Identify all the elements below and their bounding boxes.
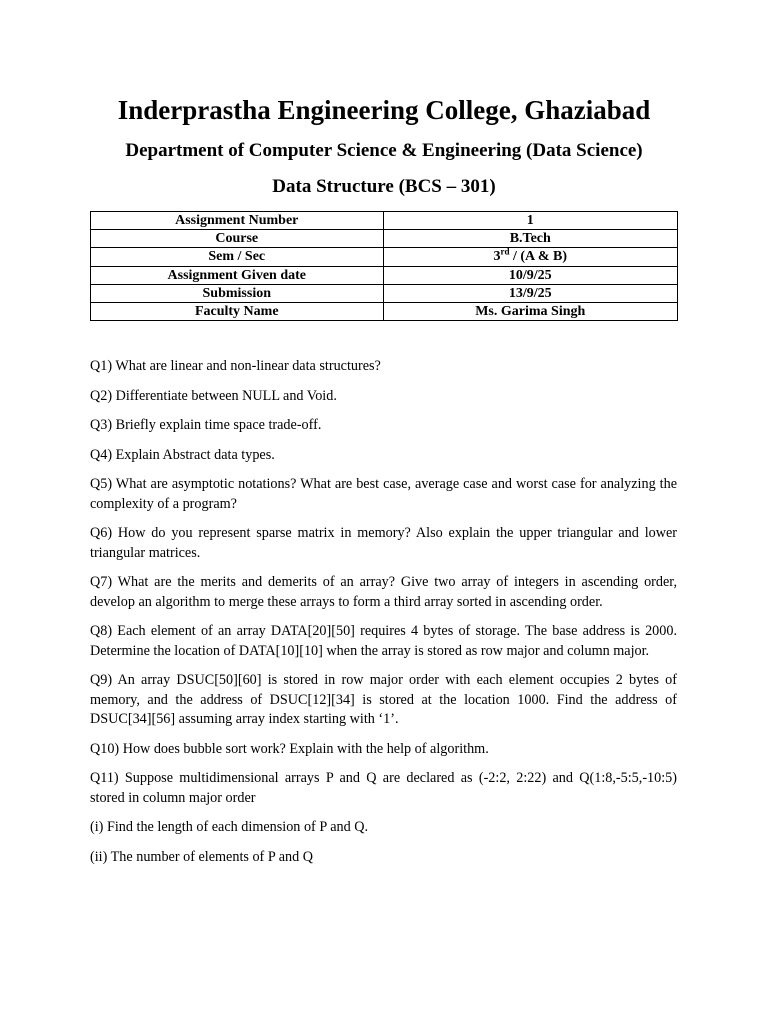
assignment-info-table bbox=[90, 211, 678, 321]
course-value: B.Tech bbox=[383, 230, 677, 248]
submission-value: 13/9/25 bbox=[383, 284, 677, 302]
faculty-name-label: Faculty Name bbox=[91, 302, 384, 320]
sem-sec-value bbox=[383, 248, 677, 266]
question-1: Q1) What are linear and non-linear data structures? bbox=[90, 358, 381, 374]
semester-number: 3 bbox=[493, 249, 501, 265]
course-title: Data Structure (BCS – 301) bbox=[272, 176, 496, 197]
table-row bbox=[91, 230, 678, 248]
college-title: Inderprastha Engineering College, Ghaziabad bbox=[117, 95, 651, 125]
table-row bbox=[91, 266, 678, 284]
table-row bbox=[91, 284, 678, 302]
question-list bbox=[90, 357, 677, 877]
assignment-number-value: 1 bbox=[383, 212, 677, 230]
question-3: Q3) Briefly explain time space trade-off. bbox=[90, 417, 322, 433]
question-11-part-ii: (ii) The number of elements of P and Q bbox=[90, 848, 314, 865]
question-4: Q4) Explain Abstract data types. bbox=[90, 446, 275, 463]
question-7: Q7) What are the merits and demerits of an array? Give two array of integers in ascending order, develop an algorithm to merge these arrays to form a third array sorted in ascending order. bbox=[90, 574, 677, 610]
given-date-label: Assignment Given date bbox=[91, 266, 384, 284]
submission-label: Submission bbox=[91, 284, 384, 302]
question-6: Q6) How do you represent sparse matrix in memory? Also explain the upper triangular and lower triangular matrices. bbox=[90, 525, 677, 561]
table-row bbox=[91, 302, 678, 320]
section-text: / (A & B) bbox=[509, 249, 568, 265]
question-5: Q5) What are asymptotic notations? What are best case, average case and worst case for analyzing the complexity of a program? bbox=[90, 476, 677, 512]
course-label: Course bbox=[91, 230, 384, 248]
table-row bbox=[91, 212, 678, 230]
sem-sec-label: Sem / Sec bbox=[91, 248, 384, 266]
semester-ordinal-suffix: rd bbox=[500, 246, 510, 257]
question-11-part-i: (i) Find the length of each dimension of P and Q. bbox=[90, 819, 369, 835]
assignment-number-label: Assignment Number bbox=[91, 212, 384, 230]
faculty-name-value: Ms. Garima Singh bbox=[383, 302, 677, 320]
department-title: Department of Computer Science & Engineering (Data Science) bbox=[125, 140, 643, 161]
question-2: Q2) Differentiate between NULL and Void. bbox=[90, 387, 337, 404]
question-10: Q10) How does bubble sort work? Explain with the help of algorithm. bbox=[90, 740, 489, 757]
table-row bbox=[91, 248, 678, 266]
question-8: Q8) Each element of an array DATA[20][50] requires 4 bytes of storage. The base address is 2000. Determine the location of DATA[10][10] when the array is stored as row major and column major. bbox=[90, 623, 677, 659]
question-9: Q9) An array DSUC[50][60] is stored in row major order with each element occupies 2 bytes of memory, and the address of DSUC[12][34] is stored at the location 1000. Find the address of DSUC[34][56] assuming array index starting with ‘1’. bbox=[90, 672, 677, 727]
question-11: Q11) Suppose multidimensional arrays P and Q are declared as (-2:2, 2:22) and Q(1:8,-5:5,-10:5) stored in column major order bbox=[90, 770, 677, 806]
given-date-value: 10/9/25 bbox=[383, 266, 677, 284]
